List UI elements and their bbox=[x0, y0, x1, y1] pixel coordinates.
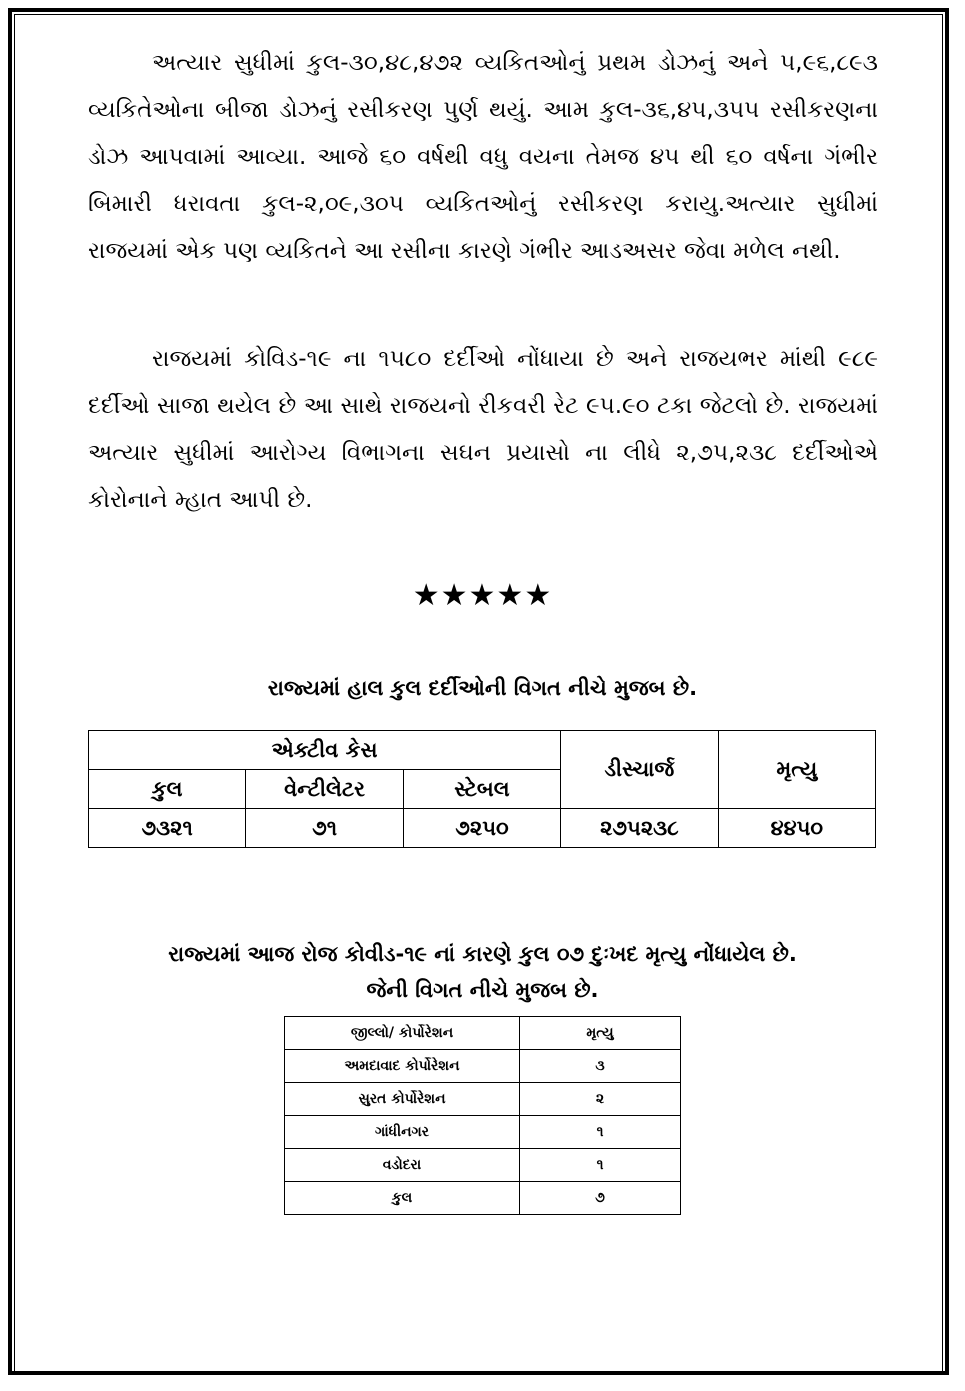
district-name: સુરત કોર્પોરેશન bbox=[285, 1083, 520, 1116]
table-row bbox=[285, 1050, 681, 1083]
discharge-header: ડીસ્ચાર્જ bbox=[561, 731, 718, 809]
deaths-table-header bbox=[285, 1017, 681, 1050]
deaths-value: ૪૪૫૦ bbox=[718, 809, 875, 848]
ventilator-value: ૭૧ bbox=[246, 809, 404, 848]
deaths-heading bbox=[0, 936, 965, 1008]
patients-table bbox=[88, 730, 876, 848]
patients-heading: રાજ્યમાં હાલ કુલ દર્દીઓની વિગત નીચે મુજબ છે. bbox=[267, 676, 698, 700]
vaccination-paragraph bbox=[88, 40, 878, 275]
deaths-table bbox=[284, 1016, 681, 1215]
district-name: કુલ bbox=[285, 1182, 520, 1215]
table-row-total bbox=[285, 1182, 681, 1215]
table-row bbox=[285, 1083, 681, 1116]
total-value: ૭૩૨૧ bbox=[89, 809, 246, 848]
stable-header: સ્ટેબલ bbox=[403, 770, 560, 809]
death-count: ૧ bbox=[520, 1116, 681, 1149]
deaths-heading-line2: જેની વિગત નીચે મુજબ છે. bbox=[366, 978, 599, 1002]
death-count: ૨ bbox=[520, 1083, 681, 1116]
district-name: વડોદરા bbox=[285, 1149, 520, 1182]
ventilator-header: વેન્ટીલેટર bbox=[246, 770, 404, 809]
active-cases-header: એક્ટીવ કેસ bbox=[89, 731, 561, 770]
total-header: કુલ bbox=[89, 770, 246, 809]
district-header: જીલ્લો/ કોર્પોરેશન bbox=[285, 1017, 520, 1050]
death-count: ૭ bbox=[520, 1182, 681, 1215]
death-count: ૩ bbox=[520, 1050, 681, 1083]
district-name: અમદાવાદ કોર્પોરેશન bbox=[285, 1050, 520, 1083]
covid-cases-text: રાજયમાં કોવિડ-૧૯ ના ૧૫૮૦ દર્દીઓ નોંધાયા છે અને રાજયભર માંથી ૯૮૯ દર્દીઓ સાજા થયેલ છે આ સાથે રાજયનો રીકવરી રેટ ૯૫.૯૦ ટકા જેટલો છે. રાજયમાં અત્યાર સુધીમાં આરોગ્ય વિભાગના સઘન પ્રયાસો ના લીધે ૨,૭૫,૨૩૮ દર્દીઓએ કોરોનાને મ્હાત આપી છે. bbox=[88, 346, 878, 513]
district-name: ગાંધીનગર bbox=[285, 1116, 520, 1149]
patients-values-row bbox=[89, 809, 876, 848]
deaths-header: મૃત્યુ bbox=[718, 731, 875, 809]
table-row bbox=[285, 1116, 681, 1149]
star-divider: ★★★★★ bbox=[412, 578, 553, 613]
death-count: ૧ bbox=[520, 1149, 681, 1182]
deaths-heading-line1: રાજ્યમાં આજ રોજ કોવીડ-૧૯ નાં કારણે કુલ ૦૭ દુઃખદ મૃત્યુ નોંધાયેલ છે. bbox=[168, 942, 797, 966]
stable-value: ૭૨૫૦ bbox=[403, 809, 560, 848]
vaccination-text: અત્યાર સુધીમાં કુલ-૩૦,૪૮,૪૭૨ વ્યકિતઓનું પ્રથમ ડોઝનું અને ૫,૯૬,૮૯૩ વ્યકિતેઓના બીજા ડોઝનું રસીકરણ પુર્ણ થયું. આમ કુલ-૩૬,૪૫,૩૫૫ રસીકરણના ડોઝ આપવામાં આવ્યા. આજે ૬૦ વર્ષથી વધુ વયના તેમજ ૪૫ થી ૬૦ વર્ષના ગંભીર બિમારી ધરાવતા કુલ-૨,૦૯,૩૦૫ વ્યકિતઓનું રસીકરણ કરાયુ.અત્યાર સુધીમાં રાજયમાં એક પણ વ્યકિતને આ રસીના કારણે ગંભીર આડઅસર જેવા મળેલ નથી. bbox=[88, 50, 878, 264]
covid-cases-paragraph bbox=[88, 336, 878, 524]
deaths-count-header: મૃત્યુ bbox=[520, 1017, 681, 1050]
discharge-value: ૨૭૫૨૩૮ bbox=[561, 809, 718, 848]
table-row bbox=[285, 1149, 681, 1182]
